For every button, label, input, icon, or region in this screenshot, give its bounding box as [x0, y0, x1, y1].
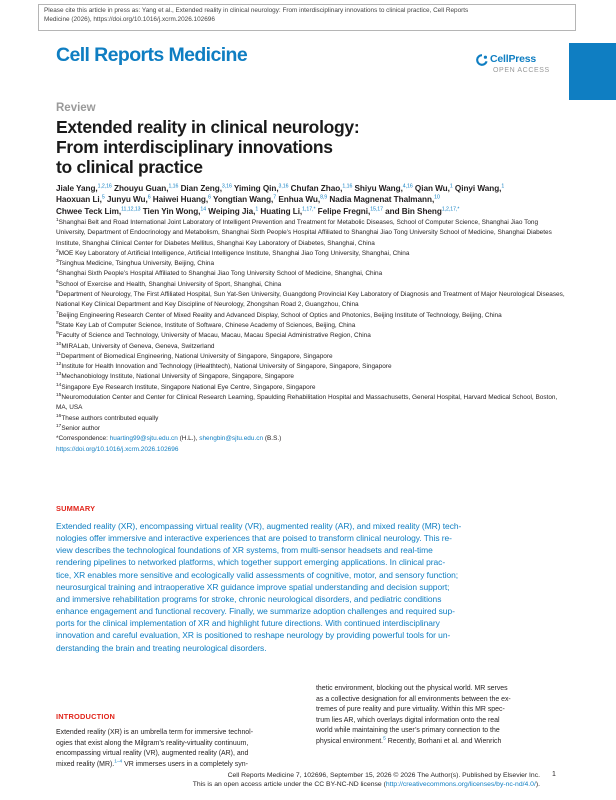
summary-line: and immersive rehabilitation programs for stroke, chronic neurological disorders, and pediatric conditions [56, 593, 442, 604]
affiliation-number: 12 [56, 362, 62, 368]
footer-license [120, 780, 540, 789]
correspondence [56, 434, 568, 444]
page-footer [120, 771, 540, 790]
title-line: From interdisciplinary innovations [56, 137, 333, 157]
author-affiliation-marker: 1,2,16 [97, 183, 112, 190]
affiliation-item [56, 290, 568, 311]
author-list [56, 183, 571, 217]
journal-title[interactable]: Cell Reports Medicine [56, 44, 248, 66]
author-affiliation-marker: 7 [273, 194, 277, 201]
affiliation-item [56, 269, 568, 279]
summary-line: tice, XR enables more sensitive and ecologically valid assessments of cognitive, motor, and sensory function; [56, 569, 459, 580]
summary-line: enhance engagement and functional recovery. Finally, we summarize adoption challenges and required sup- [56, 606, 455, 617]
body-text-line [56, 728, 306, 739]
cellpress-logo[interactable] [476, 53, 556, 79]
body-text: Recently, Borhani et al. and Wienrich [385, 737, 502, 745]
footer-license-prefix: This is an open access article under the CC BY-NC-ND license ( [192, 781, 386, 789]
affiliation-text: Neuromodulation Center and Center for Clinical Research Learning, Spaulding Rehabilitation Hospital and Massachusetts, General Hospital, Harvard Medical School, Boston, MA, USA [56, 394, 558, 412]
affiliation-number: 6 [56, 289, 59, 295]
body-text-line [316, 695, 568, 706]
affiliation-number: 5 [56, 279, 59, 285]
author-name[interactable]: Jiale Yang, [56, 184, 98, 193]
article-title [56, 117, 416, 177]
correspondence-label: *Correspondence: [56, 435, 110, 443]
affiliation-item [56, 218, 568, 249]
body-text-line [56, 739, 306, 750]
body-text: as a collective designation for all environments between the ex- [316, 695, 511, 703]
affiliation-number: 11 [56, 351, 61, 357]
author-name[interactable]: Junyu Wu, [104, 195, 148, 205]
affiliation-text: Department of Neurology, The First Affiliated Hospital, Sun Yat-Sen University, Guangdong Provincial Key Laboratory of Diagnosis and Treatment of Major Neurological Diseases, National Key Clinical Department and Key Discipline of Neurology, Zhongshan Road 2, Guangzhou, China [56, 291, 565, 309]
page-number: 1 [552, 771, 556, 778]
author-name[interactable]: Haiwei Huang, [150, 195, 209, 205]
body-text: tremes of pure reality and pure virtuality. Within this MR spec- [316, 706, 505, 714]
affiliation-number: 1 [56, 217, 59, 223]
author-affiliation-marker: 1 [501, 183, 505, 190]
author-affiliation-marker: 15,17 [370, 206, 383, 213]
author-name[interactable]: Yongtian Wang, [210, 195, 274, 205]
author-name[interactable]: Felipe Fregni, [315, 206, 371, 216]
author-affiliation-marker: 1 [449, 183, 453, 190]
affiliation-item [56, 311, 568, 321]
affiliation-text: Senior author [61, 424, 100, 432]
affiliation-item [56, 414, 568, 424]
affiliation-text: Department of Biomedical Engineering, National University of Singapore, Singapore, Singapore [60, 352, 333, 360]
summary-line: Extended reality (XR), encompassing virtual reality (VR), augmented reality (AR), and mixed reality (MR) tech- [56, 521, 462, 531]
affiliation-item [56, 352, 568, 362]
affiliation-number: 2 [56, 248, 59, 254]
author-name[interactable]: Qinyi Wang, [452, 184, 502, 193]
summary-line: rendering pipelines to networked platforms, which together support emerging applications. In clinical prac- [56, 557, 446, 568]
license-link[interactable]: http://creativecommons.org/licenses/by-nc-nd/4.0/ [385, 781, 536, 789]
summary-line: ports for the clinical implementation of XR and highlight future directions. With continued interdisciplinary [56, 618, 440, 629]
affiliation-text: Mechanobiology Institute, National University of Singapore, Singapore, Singapore [61, 373, 294, 381]
body-text: Extended reality (XR) is an umbrella term for immersive technol- [56, 729, 254, 736]
author-affiliation-marker: 1,17,* [302, 206, 316, 213]
author-affiliation-marker: 3,16 [221, 183, 232, 190]
author-affiliation-marker: 1,16 [168, 183, 179, 190]
affiliation-text: Shanghai Belt and Road International Joint Laboratory of Intelligent Prevention and Treatment for Metabolic Diseases, School of Computer Science, Shanghai Jiao Tong University, Department of Endocrinology and Metabolism, Shanghai Sixth People’s Hospital Affiliated to Shanghai Jiao Tong University School of Medicine, Shanghai Diabetes Institute, Shanghai Clinical Center for Diabetes Mellitus, Shanghai Key Laboratory of Diabetes, Shanghai, China [56, 219, 552, 247]
affiliation-number: 17 [56, 423, 62, 429]
author-name[interactable]: Enhua Wu, [276, 195, 321, 205]
affiliation-item [56, 259, 568, 269]
affiliation-number: 15 [56, 392, 62, 398]
footer-citation: Cell Reports Medicine 7, 102696, September 15, 2026 © 2026 The Author(s). Published by Elsevier Inc. [227, 772, 540, 779]
affiliation-item [56, 331, 568, 341]
affiliation-item [56, 393, 568, 414]
author-affiliation-marker: 3,16 [278, 183, 289, 190]
body-text-line [316, 726, 568, 737]
author-affiliation-marker: 10 [434, 194, 440, 201]
affiliation-text: These authors contributed equally [61, 414, 159, 422]
summary-line: innovation and careful evaluation, XR is positioned to reshape neurology by providing powerful tools for un- [56, 630, 451, 641]
affiliation-number: 7 [56, 310, 59, 316]
citation-reference[interactable]: 1–4 [114, 759, 123, 765]
body-text: thetic environment, blocking out the physical world. MR serves [316, 685, 508, 692]
affiliation-item [56, 362, 568, 372]
author-affiliation-marker: 8,9 [320, 194, 328, 201]
introduction-heading: INTRODUCTION [56, 712, 116, 721]
author-affiliation-marker: 5 [101, 194, 105, 201]
affiliation-text: MOE Key Laboratory of Artificial Intelligence, Artificial Intelligence Institute, Shanghai Jiao Tong University, Shanghai, China [58, 249, 410, 257]
affiliation-number: 9 [56, 331, 59, 337]
body-text-line [56, 749, 306, 760]
author-affiliation-marker: 6 [208, 194, 211, 201]
author-name[interactable]: Shiyu Wang, [352, 184, 403, 193]
body-text: world while maintaining the user’s primary connection to the [316, 727, 500, 735]
affiliation-item [56, 249, 568, 259]
citation-notice-line: Please cite this article in press as: Yang et al., Extended reality in clinical neurology: From interdisciplinary innovations to clinical practice, Cell Reports [44, 7, 469, 14]
author-affiliation-marker: 1 [255, 206, 259, 213]
body-text: ogies that exist along the Milgram’s reality-virtuality continuum, [56, 739, 249, 747]
author-name[interactable]: Huating Li, [258, 206, 303, 216]
summary-heading: SUMMARY [56, 504, 96, 513]
affiliation-number: 3 [56, 259, 59, 265]
affiliation-text: Tsinghua Medicine, Tsinghua University, Beijing, China [58, 260, 215, 268]
affiliation-item [56, 372, 568, 382]
correspondence-email[interactable]: huarting99@sjtu.edu.cn [109, 435, 178, 443]
citation-notice [38, 4, 576, 31]
affiliation-text: Beijing Engineering Research Center of Mixed Reality and Advanced Display, School of Optics and Photonics, Beijing Institute of Technology, Beijing, China [58, 311, 502, 319]
summary-line: nologies offer immersive and interactive experiences that are poised to transform clinical neurology. This re- [56, 533, 452, 544]
author-line [56, 194, 571, 205]
body-text-line [316, 705, 568, 716]
affiliation-item [56, 383, 568, 393]
title-line: to clinical practice [56, 157, 203, 177]
author-affiliation-marker: 11,12,13 [121, 206, 141, 213]
author-name[interactable]: and Bin Sheng [382, 206, 442, 216]
affiliation-text: Shanghai Sixth People’s Hospital Affiliated to Shanghai Jiao Tong University School of Medicine, Shanghai, China [58, 270, 383, 278]
title-line: Extended reality in clinical neurology: [56, 117, 360, 137]
affiliation-text: Institute for Health Innovation and Technology (iHealthtech), National University of Singapore, Singapore, Singapore [61, 363, 392, 371]
author-affiliation-marker: 1,2,17,* [441, 206, 460, 213]
affiliations [56, 218, 568, 455]
footer-license-suffix: ). [535, 781, 540, 789]
correspondence-name: (H.L.), [177, 435, 200, 443]
correspondence-name: (B.S.) [263, 435, 282, 443]
open-access-label: OPEN ACCESS [493, 67, 550, 74]
body-text-line [316, 737, 568, 748]
affiliation-item [56, 280, 568, 290]
author-name[interactable]: Dian Zeng, [178, 184, 222, 193]
affiliation-number: 13 [56, 372, 62, 378]
author-name[interactable]: Chufan Zhao, [288, 184, 343, 193]
author-name[interactable]: Qian Wu, [412, 184, 450, 193]
author-affiliation-marker: 1,16 [342, 183, 353, 190]
body-text-line [316, 684, 568, 695]
body-text-line [316, 716, 568, 727]
author-affiliation-marker: 6 [147, 194, 151, 201]
affiliation-number: 10 [56, 341, 62, 347]
body-text: physical environment. [316, 737, 384, 745]
cellpress-logo-icon [476, 54, 488, 66]
author-name[interactable]: Tien Yin Wong, [140, 206, 201, 216]
affiliation-text: MIRALab, University of Geneva, Geneva, Switzerland [61, 342, 215, 350]
summary-line: neurosurgical training and intraoperative XR guidance improve spatial understanding and decision support; [56, 581, 450, 592]
author-line [56, 206, 571, 217]
citation-notice-line: Medicine (2026), https://doi.org/10.1016/j.xcrm.2026.102696 [44, 15, 215, 23]
publisher-name: CellPress [490, 53, 537, 65]
affiliation-item [56, 342, 568, 352]
affiliation-number: 8 [56, 320, 59, 326]
author-affiliation-marker: 14 [200, 206, 207, 213]
author-name[interactable]: Yiming Qin, [231, 184, 279, 193]
body-text-line [56, 760, 306, 771]
affiliation-number: 4 [56, 269, 59, 275]
affiliation-text: State Key Lab of Computer Science, Institute of Software, Chinese Academy of Sciences, Beijing, China [58, 321, 356, 329]
author-line [56, 183, 571, 194]
summary-text [56, 520, 570, 654]
affiliation-text: Faculty of Science and Technology, University of Macau, Macau, Macau Special Administrative Region, China [58, 332, 371, 340]
body-text: VR immerses users in a completely syn- [122, 760, 248, 768]
affiliation-number: 14 [56, 382, 62, 388]
author-name[interactable]: Zhouyu Guan, [111, 184, 169, 193]
citation-reference[interactable]: 5 [383, 736, 386, 742]
author-name[interactable]: Chwee Teck Lim, [56, 206, 122, 216]
body-text: encompassing virtual reality (VR), augmented reality (AR), and [56, 750, 249, 758]
summary-line: view describes the technological foundations of XR systems, from multi-sensor headsets and real-time [56, 545, 433, 556]
affiliation-text: School of Exercise and Health, Shanghai University of Sport, Shanghai, China [58, 280, 282, 288]
introduction-left-column [56, 728, 306, 770]
author-affiliation-marker: 4,16 [402, 183, 413, 190]
article-type: Review [56, 102, 96, 114]
correspondence-email[interactable]: shengbin@sjtu.edu.cn [199, 435, 264, 443]
author-name[interactable]: Nadia Magnenat Thalmann, [327, 195, 435, 205]
author-name[interactable]: Haoxuan Li, [56, 195, 102, 205]
affiliation-text: Singapore Eye Research Institute, Singapore National Eye Centre, Singapore, Singapore [61, 383, 316, 391]
doi-link[interactable]: https://doi.org/10.1016/j.xcrm.2026.102696 [56, 445, 179, 453]
affiliation-number: 16 [56, 413, 62, 419]
affiliation-item [56, 424, 568, 434]
body-text: trum lies AR, which overlays digital information onto the real [316, 716, 500, 724]
author-name[interactable]: Weiping Jia, [206, 206, 256, 216]
introduction-right-column [316, 684, 568, 748]
body-text: mixed reality (MR). [56, 760, 115, 768]
journal-tab-decoration [569, 43, 616, 100]
affiliation-item [56, 321, 568, 331]
summary-line: derstanding the brain and treating neurological disorders. [56, 642, 267, 653]
